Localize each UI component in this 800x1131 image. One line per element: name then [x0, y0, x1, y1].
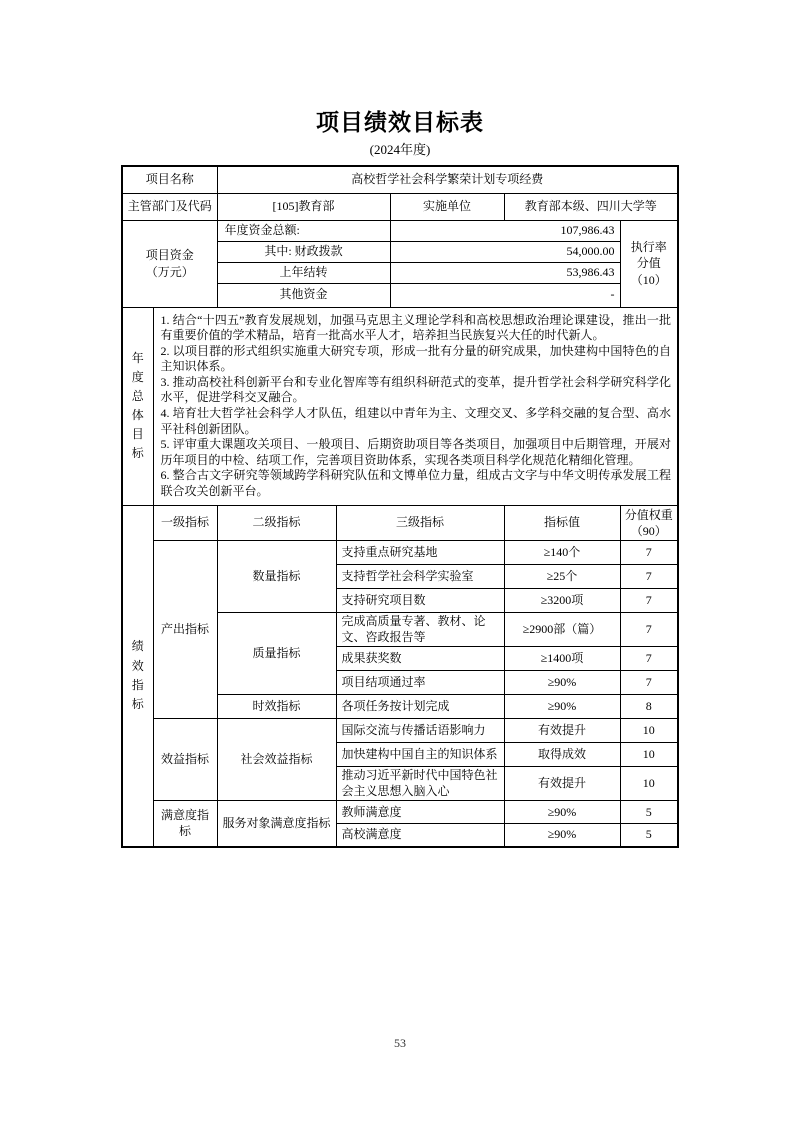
- level2-timeliness-indicator: 时效指标: [217, 695, 336, 719]
- header-weight: [620, 505, 678, 540]
- performance-indicators-label-text: 绩效指标: [131, 639, 144, 711]
- execution-rate-score-label: [620, 220, 678, 307]
- level1-output-indicator: 产出指标: [153, 541, 217, 719]
- goal-item: 5. 评审重大课题攻关项目、一般项目、后期资助项目等各类项目，加强项目中后期管理，开展对历年项目的中检、结项工作，完善项目资助体系，实现各类项目科学化规范化精细化管理。: [160, 437, 672, 467]
- table-row: [122, 719, 678, 743]
- table-row: [122, 307, 678, 505]
- project-funding-label: [122, 220, 217, 307]
- page-number: 53: [394, 1036, 406, 1050]
- indicator-value-cell: 有效提升: [504, 767, 620, 801]
- goal-item: 2. 以项目群的形式组织实施重大研究专项，形成一批有分量的研究成果，加快建构中国特色的自主知识体系。: [160, 343, 672, 374]
- other-funds-value: -: [390, 283, 620, 307]
- header-weight-line1: 分值权重: [624, 507, 673, 522]
- indicator-name-cell: 支持哲学社会科学实验室: [336, 565, 504, 589]
- annual-goals-label-text: 年度总体目标: [131, 350, 144, 461]
- department-label: 主管部门及代码: [122, 193, 217, 220]
- header-level2: 二级指标: [217, 505, 336, 540]
- indicator-score-cell: 5: [620, 824, 678, 847]
- table-row: [122, 193, 678, 220]
- indicator-score-cell: 7: [620, 647, 678, 671]
- level2-social-benefit-indicator: 社会效益指标: [217, 719, 336, 801]
- fiscal-allocation-value: 54,000.00: [390, 241, 620, 262]
- indicator-value-cell: 取得成效: [504, 743, 620, 767]
- goal-item: 6. 整合古文字研究等领域跨学科研究队伍和文博单位力量，组成古文字与中华文明传承发展工程联合攻关创新平台。: [160, 468, 672, 499]
- performance-target-table: [121, 165, 679, 848]
- table-row: [122, 220, 678, 241]
- indicator-name-cell: 支持研究项目数: [336, 589, 504, 613]
- execution-rate-line1: 执行率: [630, 240, 667, 255]
- project-name-value: 高校哲学社会科学繁荣计划专项经费: [217, 166, 678, 193]
- indicator-value-cell: ≥90%: [504, 695, 620, 719]
- indicator-name-cell: 成果获奖数: [336, 647, 504, 671]
- indicator-score-cell: 8: [620, 695, 678, 719]
- indicator-score-cell: 7: [620, 565, 678, 589]
- indicator-name-cell: 各项任务按计划完成: [336, 695, 504, 719]
- carryover-label: 上年结转: [217, 262, 390, 283]
- table-row: [122, 505, 678, 540]
- indicator-value-cell: ≥2900部（篇）: [504, 613, 620, 647]
- indicator-value-cell: ≥90%: [504, 824, 620, 847]
- table-row: [122, 166, 678, 193]
- indicator-name-cell: 加快建构中国自主的知识体系: [336, 743, 504, 767]
- header-weight-line2: （90）: [630, 523, 667, 538]
- indicator-score-cell: 7: [620, 541, 678, 565]
- level2-quantity-indicator: 数量指标: [217, 541, 336, 613]
- level1-benefit-indicator: 效益指标: [153, 719, 217, 801]
- project-name-label: 项目名称: [122, 166, 217, 193]
- indicator-name-cell: 国际交流与传播话语影响力: [336, 719, 504, 743]
- department-value: [105]教育部: [217, 193, 390, 220]
- carryover-value: 53,986.43: [390, 262, 620, 283]
- indicator-name-cell: 推动习近平新时代中国特色社会主义思想入脑入心: [336, 767, 504, 801]
- indicator-score-cell: 10: [620, 767, 678, 801]
- annual-goals-label: [122, 307, 153, 505]
- implementing-unit-value: 教育部本级、四川大学等: [504, 193, 678, 220]
- level2-quality-indicator: 质量指标: [217, 613, 336, 695]
- indicator-score-cell: 5: [620, 801, 678, 824]
- indicator-value-cell: ≥90%: [504, 671, 620, 695]
- page-title: 项目绩效目标表: [316, 110, 484, 135]
- indicator-name-cell: 完成高质量专著、教材、论文、咨政报告等: [336, 613, 504, 647]
- implementing-unit-label: 实施单位: [390, 193, 504, 220]
- header-level3: 三级指标: [336, 505, 504, 540]
- indicator-name-cell: 支持重点研究基地: [336, 541, 504, 565]
- annual-total-label: 年度资金总额:: [217, 220, 390, 241]
- page-subtitle: (2024年度): [369, 142, 431, 157]
- indicator-value-cell: ≥1400项: [504, 647, 620, 671]
- indicator-name-cell: 高校满意度: [336, 824, 504, 847]
- goal-item: 1. 结合“十四五”教育发展规划，加强马克思主义理论学科和高校思想政治理论课建设，推出一批有重要价值的学术精品，培育一批高水平人才，培养担当民族复兴大任的时代新人。: [160, 312, 672, 343]
- fiscal-allocation-label: 其中: 财政拨款: [217, 241, 390, 262]
- performance-indicators-label: [122, 505, 153, 847]
- indicator-value-cell: ≥90%: [504, 801, 620, 824]
- level1-satisfaction-indicator: 满意度指标: [153, 801, 217, 847]
- indicator-score-cell: 10: [620, 719, 678, 743]
- annual-total-value: 107,986.43: [390, 220, 620, 241]
- indicator-score-cell: 7: [620, 589, 678, 613]
- indicator-name-cell: 教师满意度: [336, 801, 504, 824]
- goal-item: 4. 培育壮大哲学社会科学人才队伍，组建以中青年为主、文理交叉、多学科交融的复合型、高水平社科创新团队。: [160, 406, 672, 436]
- indicator-value-cell: ≥3200项: [504, 589, 620, 613]
- execution-rate-line2: 分值（10）: [630, 256, 667, 287]
- table-row: [122, 541, 678, 565]
- level2-service-satisfaction-indicator: 服务对象满意度指标: [217, 801, 336, 847]
- indicator-value-cell: ≥25个: [504, 565, 620, 589]
- header-level1: 一级指标: [153, 505, 217, 540]
- project-funding-label-line2: （万元）: [145, 264, 194, 279]
- indicator-score-cell: 7: [620, 671, 678, 695]
- other-funds-label: 其他资金: [217, 283, 390, 307]
- indicator-value-cell: 有效提升: [504, 719, 620, 743]
- project-funding-label-line1: 项目资金: [145, 248, 194, 263]
- indicator-score-cell: 10: [620, 743, 678, 767]
- annual-goals-content: [153, 307, 678, 505]
- indicator-score-cell: 7: [620, 613, 678, 647]
- goal-item: 3. 推动高校社科创新平台和专业化智库等有组织科研范式的变革，提升哲学社会科学研究科学化水平，促进学科交叉融合。: [160, 374, 672, 405]
- table-row: [122, 801, 678, 824]
- indicator-name-cell: 项目结项通过率: [336, 671, 504, 695]
- header-value: 指标值: [504, 505, 620, 540]
- indicator-value-cell: ≥140个: [504, 541, 620, 565]
